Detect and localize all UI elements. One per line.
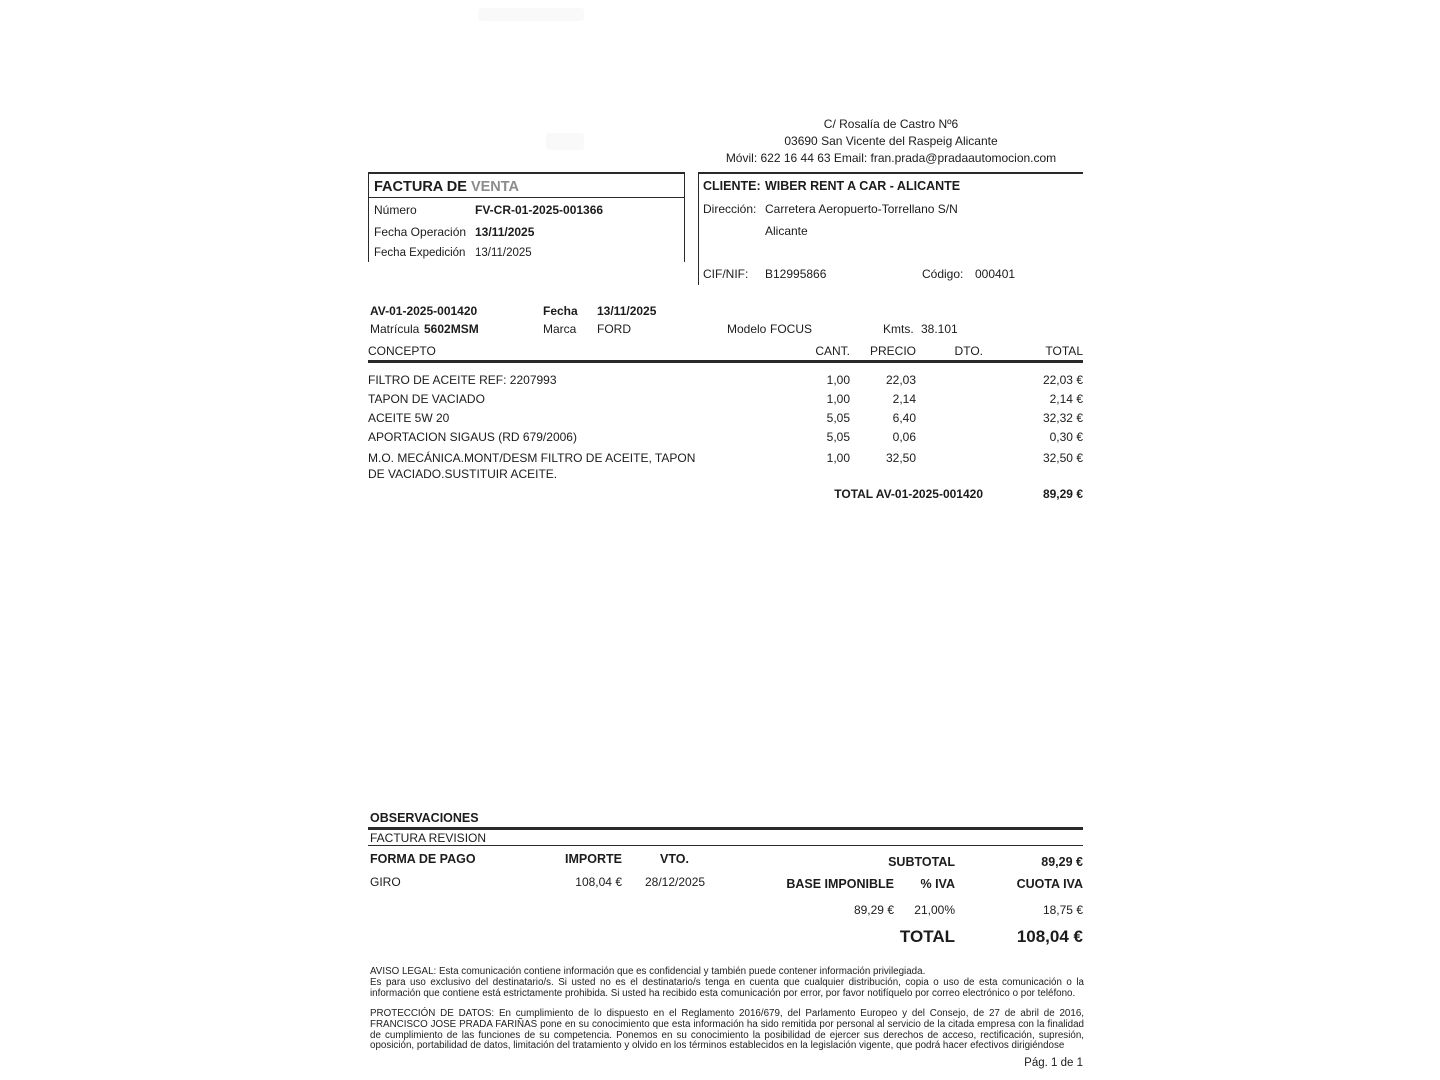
item-cant: 1,00: [826, 392, 850, 406]
company-address-line3: Móvil: 622 16 44 63 Email: fran.prada@pradaautomocion.com: [725, 151, 1057, 165]
observaciones-text: FACTURA REVISION: [370, 831, 487, 845]
item-cant: 1,00: [826, 373, 850, 387]
col-header-concepto: CONCEPTO: [368, 344, 436, 358]
work-order-total-row: [368, 485, 1083, 504]
item-dto: [916, 450, 983, 482]
observaciones-bottom-rule: [368, 845, 1083, 846]
kms-label: Kmts.: [883, 322, 914, 336]
model-value: FOCUS: [770, 322, 812, 336]
item-dto: [916, 371, 983, 390]
page-number: Pág. 1 de 1: [1024, 1057, 1083, 1069]
item-dto: [916, 409, 983, 428]
item-precio: 22,03: [885, 373, 916, 387]
subtotal-row: [783, 855, 1083, 870]
client-cif-value: B12995866: [765, 267, 827, 281]
work-order-total-value: 89,29 €: [1042, 487, 1083, 501]
legal-notice-proteccion: PROTECCIÓN DE DATOS: En cumplimiento de lo dispuesto en el Reglamento 2016/679, del Parlamento Europeo y del Consejo, de 27 de abril de 2016, FRANCISCO JOSE PRADA FARIÑAS pone en su conocimiento que esta información ha sido remitida por personal al servicio de la citada empresa con la finalidad de cumplimiento de las funciones de su competencia. Ponemos en su conocimiento la posibilidad de ejercer sus derechos de acceso, rectificación, supresión, oposición, portabilidad de datos, limitación del tratamiento y olvido en los términos establecidos en la legislación vigente, que podrá hacer efectivos dirigiéndose: [370, 1008, 1084, 1052]
subtotal-value: 89,29 €: [1041, 855, 1083, 869]
subtotal-label: SUBTOTAL: [888, 855, 955, 869]
payment-method-value: GIRO: [370, 875, 401, 889]
client-code-value: 000401: [975, 267, 1016, 281]
item-precio: 6,40: [892, 411, 916, 425]
item-concepto: M.O. MECÁNICA.MONT/DESM FILTRO DE ACEITE, TAPON DE VACIADO.SUSTITUIR ACEITE.: [368, 451, 696, 481]
client-box-border-left: [698, 172, 699, 285]
table-row: [368, 447, 1083, 482]
item-concepto: TAPON DE VACIADO: [368, 392, 485, 406]
company-address-block: [698, 116, 1084, 167]
item-cant: 5,05: [826, 430, 850, 444]
plate-value: 5602MSM: [424, 322, 479, 336]
item-precio: 2,14: [892, 392, 916, 406]
work-order-number: AV-01-2025-001420: [370, 304, 478, 318]
invoice-box-border-top: [368, 172, 685, 174]
faded-logo-artifact: [478, 8, 584, 21]
invoice-number-label: Número: [374, 203, 417, 217]
col-header-cant: CANT.: [815, 344, 850, 358]
table-row: [368, 409, 1083, 428]
aviso-legal-body: Es para uso exclusivo del destinatario/s. Si usted no es el destinatario/s tenga en cuenta que cualquier distribución, copia o uso de esta comunicación o la información que contiene está estrictamente prohibida. Si usted ha recibido esta comunicación por error, por favor notifíquelo por correo electrónico o por teléfono.: [370, 976, 1084, 999]
issue-date-label: Fecha Expedición: [374, 247, 466, 259]
item-total: 2,14 €: [1049, 392, 1083, 406]
payment-method-label: FORMA DE PAGO: [370, 852, 476, 866]
grand-total-row: [783, 926, 1083, 947]
faded-stamp-artifact: [546, 133, 584, 150]
kms-value: 38.101: [921, 322, 958, 336]
item-concepto: APORTACION SIGAUS (RD 679/2006): [368, 430, 577, 444]
table-row: [368, 428, 1083, 447]
item-dto: [916, 428, 983, 447]
grand-total-label: TOTAL: [899, 927, 955, 946]
cuota-iva-label: CUOTA IVA: [1016, 877, 1083, 891]
base-imponible-value: 89,29 €: [853, 903, 894, 917]
item-dto: [916, 390, 983, 409]
company-address-line2: 03690 San Vicente del Raspeig Alicante: [784, 134, 998, 148]
client-cif-label: CIF/NIF:: [703, 267, 749, 281]
invoice-title-type: VENTA: [470, 179, 520, 195]
item-total: 0,30 €: [1049, 430, 1083, 444]
item-cant: 1,00: [826, 451, 850, 465]
totals-block: [783, 855, 1083, 947]
tax-values-row: [783, 903, 1083, 918]
iva-percent-value: 21,00%: [914, 903, 955, 917]
col-header-total: TOTAL: [1045, 344, 1083, 358]
items-table-header: [368, 344, 1083, 359]
table-row: [368, 371, 1083, 390]
grand-total-value: 108,04 €: [1016, 927, 1083, 946]
base-imponible-label: BASE IMPONIBLE: [786, 877, 894, 891]
aviso-legal-line1: AVISO LEGAL: Esta comunicación contiene información que es confidencial y también puede contener información privilegiada.: [370, 966, 926, 977]
observaciones-rule: [368, 827, 1083, 830]
invoice-box-border-left: [368, 172, 369, 262]
invoice-box-border-right: [684, 172, 685, 262]
work-order-date-value: 13/11/2025: [597, 304, 657, 318]
brand-label: Marca: [543, 322, 577, 336]
invoice-number-value: FV-CR-01-2025-001366: [475, 203, 604, 217]
brand-value: FORD: [597, 322, 631, 336]
operation-date-value: 13/11/2025: [475, 225, 535, 239]
work-order-date-label: Fecha: [543, 304, 578, 318]
client-code-label: Código:: [922, 267, 964, 281]
item-cant: 5,05: [826, 411, 850, 425]
item-concepto: ACEITE 5W 20: [368, 411, 450, 425]
payment-amount-label: IMPORTE: [565, 852, 622, 866]
item-total: 32,50 €: [1042, 451, 1083, 465]
client-name: WIBER RENT A CAR - ALICANTE: [765, 179, 961, 193]
item-precio: 32,50: [885, 451, 916, 465]
payment-due-value: 28/12/2025: [645, 875, 706, 889]
plate-label: Matrícula: [370, 322, 420, 336]
work-order-total-label: TOTAL AV-01-2025-001420: [834, 487, 983, 501]
table-row: [368, 390, 1083, 409]
cuota-iva-value: 18,75 €: [1042, 903, 1083, 917]
invoice-box-title-rule: [368, 197, 685, 198]
item-total: 22,03 €: [1042, 373, 1083, 387]
items-table-body: [368, 371, 1083, 504]
client-box-border-top: [698, 172, 1083, 174]
client-label: CLIENTE:: [703, 179, 761, 193]
model-label: Modelo: [727, 322, 767, 336]
client-address-label: Dirección:: [703, 202, 757, 216]
payment-due-label: VTO.: [660, 852, 689, 866]
iva-percent-label: % IVA: [920, 877, 955, 891]
col-header-precio: PRECIO: [869, 344, 916, 358]
payment-amount-value: 108,04 €: [575, 875, 622, 889]
invoice-title: [374, 179, 519, 195]
company-address-line1: C/ Rosalía de Castro Nº6: [823, 117, 959, 131]
item-total: 32,32 €: [1042, 411, 1083, 425]
item-concepto: FILTRO DE ACEITE REF: 2207993: [368, 373, 557, 387]
issue-date-value: 13/11/2025: [475, 247, 532, 259]
invoice-title-main: FACTURA DE: [374, 179, 471, 195]
client-address-line2: Alicante: [765, 224, 808, 238]
operation-date-label: Fecha Operación: [374, 225, 467, 239]
tax-header-row: [783, 877, 1083, 892]
item-precio: 0,06: [892, 430, 916, 444]
legal-notice-aviso: [370, 967, 1084, 999]
col-header-dto: DTO.: [954, 344, 983, 358]
observaciones-title: OBSERVACIONES: [370, 811, 479, 825]
items-table-header-rule: [368, 360, 1083, 363]
client-address-line1: Carretera Aeropuerto-Torrellano S/N: [765, 202, 958, 216]
